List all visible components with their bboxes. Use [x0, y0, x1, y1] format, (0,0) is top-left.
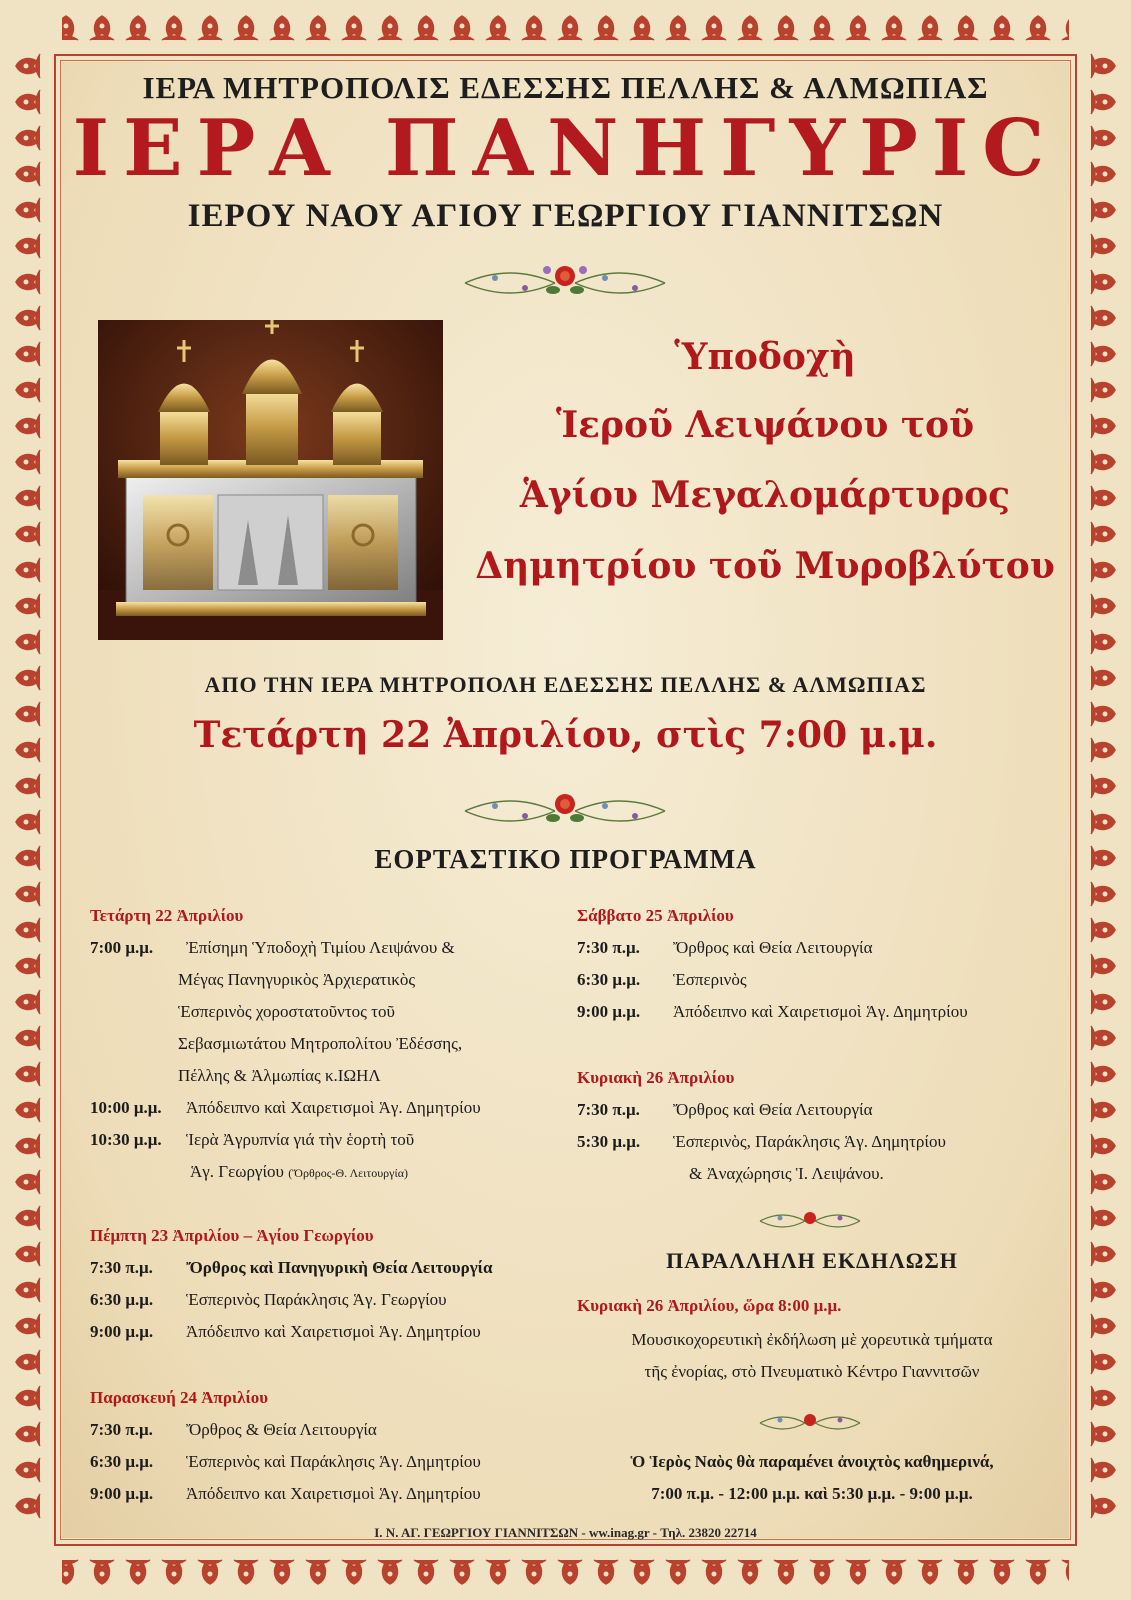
footer-contact: Ι. Ν. ΑΓ. ΓΕΩΡΓΙΟΥ ΓΙΑΝΝΙΤΣΩΝ - ww.inag.gr - Τηλ. 23820 22714 [374, 1525, 757, 1540]
parallel-event-line-1: Μουσικοχορευτικὴ ἐκδήλωση μὲ χορευτικὰ τμήματα [631, 1330, 993, 1349]
schedule-saturday [577, 938, 1047, 1034]
arrival-from: ΑΠΟ ΤΗΝ ΙΕΡΑ ΜΗΤΡΟΠΟΛΗ ΕΔΕΣΣΗΣ ΠΕΛΛΗΣ & ΑΛΜΩΠΙΑΣ [204, 672, 927, 697]
flower-flourish-icon [455, 786, 675, 836]
time: 7:00 μ.μ. [90, 938, 154, 957]
ornamental-border-bottom [0, 1538, 1131, 1600]
arrival-date: Τετάρτη 22 Ἀπριλίου, στὶς 7:00 μ.μ. [193, 714, 938, 756]
time: 9:00 μ.μ. [90, 1484, 154, 1503]
relic-line-1: Ὑποδοχὴ [674, 336, 856, 378]
ornamental-border-top [0, 0, 1131, 62]
time: 10:00 μ.μ. [90, 1098, 162, 1117]
day-heading-wednesday: Τετάρτη 22 Ἀπριλίου [90, 906, 244, 925]
event-cont: Πέλλης & Ἀλμωπίας κ.ΙΩΗΛ [178, 1066, 381, 1085]
open-hours-line-1: Ὁ Ἱερὸς Ναὸς θὰ παραμένει ἀνοιχτὸς καθημερινά, [630, 1452, 994, 1471]
day-heading-saturday: Σάββατο 25 Ἀπριλίου [577, 906, 734, 925]
time: 7:30 π.μ. [577, 1100, 640, 1119]
main-title: ΙΕΡΑ ΠΑΝΗΓΥΡΙC [72, 103, 1059, 194]
metropolis-heading: ΙΕΡΑ ΜΗΤΡΟΠΟΛΙΣ ΕΔΕΣΣΗΣ ΠΕΛΛΗΣ & ΑΛΜΩΠΙΑΣ [142, 70, 989, 105]
event-cont: Ἁγ. Γεωργίου [190, 1162, 284, 1181]
open-hours-line-2: 7:00 π.μ. - 12:00 μ.μ. καὶ 5:30 μ.μ. - 9:00 μ.μ. [651, 1484, 973, 1503]
flower-flourish-icon [755, 1408, 865, 1438]
parallel-event-title: ΠΑΡΑΛΛΗΛΗ ΕΚΔΗΛΩΣΗ [666, 1248, 958, 1273]
flower-flourish-icon [755, 1206, 865, 1236]
event: Ἑσπερινὸς καὶ Παράκλησις Ἁγ. Δημητρίου [186, 1452, 481, 1471]
event: Ἀπόδειπνο καὶ Χαιρετισμοὶ Ἁγ. Δημητρίου [186, 1098, 481, 1117]
time: 5:30 μ.μ. [577, 1132, 641, 1151]
time: 6:30 μ.μ. [90, 1290, 154, 1309]
church-subtitle: ΙΕΡΟΥ ΝΑΟΥ ΑΓΙΟΥ ΓΕΩΡΓΙΟΥ ΓΙΑΝΝΙΤΣΩΝ [187, 198, 944, 234]
schedule-wednesday [90, 938, 570, 1194]
ornamental-border-right [1069, 0, 1131, 1600]
time: 6:30 μ.μ. [577, 970, 641, 989]
parallel-event-date: Κυριακὴ 26 Ἀπριλίου, ὥρα 8:00 μ.μ. [577, 1296, 842, 1315]
event: Ἑσπερινὸς, Παράκλησις Ἁγ. Δημητρίου [673, 1132, 946, 1151]
flower-flourish-icon [455, 258, 675, 308]
time: 9:00 μ.μ. [90, 1322, 154, 1341]
event-cont: Ἑσπερινὸς χοροστατοῦντος τοῦ [178, 1002, 395, 1021]
event: Ἑσπερινὸς Παράκλησις Ἁγ. Γεωργίου [186, 1290, 447, 1309]
time: 6:30 μ.μ. [90, 1452, 154, 1471]
event-cont: Μέγας Πανηγυρικὸς Ἀρχιερατικὸς [178, 970, 416, 989]
relic-line-2: Ἱεροῦ Λειψάνου τοῦ [555, 404, 975, 446]
event: Ἀπόδειπνο καὶ Χαιρετισμοὶ Ἁγ. Δημητρίου [673, 1002, 968, 1021]
time: 7:30 π.μ. [577, 938, 640, 957]
schedule-thursday [90, 1258, 570, 1354]
schedule-sunday [577, 1100, 1047, 1196]
parallel-event-line-2: τῆς ἐνορίας, στὸ Πνευματικὸ Κέντρο Γιαννιτσῶν [644, 1362, 980, 1381]
day-heading-thursday: Πέμπτη 23 Ἀπριλίου – Ἁγίου Γεωργίου [90, 1226, 374, 1245]
event: Ὄρθρος καὶ Θεία Λειτουργία [673, 1100, 873, 1119]
time: 9:00 μ.μ. [577, 1002, 641, 1021]
relic-line-3: Ἁγίου Μεγαλομάρτυρος [519, 474, 1011, 516]
event: Ὄρθρος καὶ Θεία Λειτουργία [673, 938, 873, 957]
time: 7:30 π.μ. [90, 1258, 153, 1277]
event-cont: Σεβασμιωτάτου Μητροπολίτου Ἐδέσσης, [178, 1034, 463, 1053]
schedule-friday [90, 1420, 570, 1516]
event-note: (Ὄρθρος-Θ. Λειτουργία) [288, 1166, 408, 1180]
time: 10:30 μ.μ. [90, 1130, 162, 1149]
ornamental-border-left [0, 0, 62, 1600]
event: Ἱερὰ Ἀγρυπνία γιά τὴν ἑορτὴ τοῦ [186, 1130, 415, 1149]
time: 7:30 π.μ. [90, 1420, 153, 1439]
event: Ἐπίσημη Ὑποδοχὴ Τιμίου Λειψάνου & [186, 938, 455, 957]
relic-line-4: Δημητρίου τοῦ Μυροβλύτου [475, 545, 1055, 587]
event: Ἀπόδειπνο και Χαιρετισμοὶ Ἁγ. Δημητρίου [186, 1484, 481, 1503]
day-heading-sunday: Κυριακὴ 26 Ἀπριλίου [577, 1068, 735, 1087]
event: Ἀπόδειπνο καὶ Χαιρετισμοὶ Ἁγ. Δημητρίου [186, 1322, 481, 1341]
event: Ἑσπερινὸς [673, 970, 747, 989]
day-heading-friday: Παρασκευή 24 Ἀπριλίου [90, 1388, 269, 1407]
event: Ὄρθρος & Θεία Λειτουργία [186, 1420, 377, 1439]
program-title: ΕΟΡΤΑΣΤΙΚΟ ΠΡΟΓΡΑΜΜΑ [374, 844, 757, 874]
event: Ὄρθρος καὶ Πανηγυρικὴ Θεία Λειτουργία [186, 1258, 493, 1277]
relic-reliquary-image [98, 320, 443, 640]
event-cont: & Ἀναχώρησις Ἱ. Λειψάνου. [689, 1164, 884, 1183]
